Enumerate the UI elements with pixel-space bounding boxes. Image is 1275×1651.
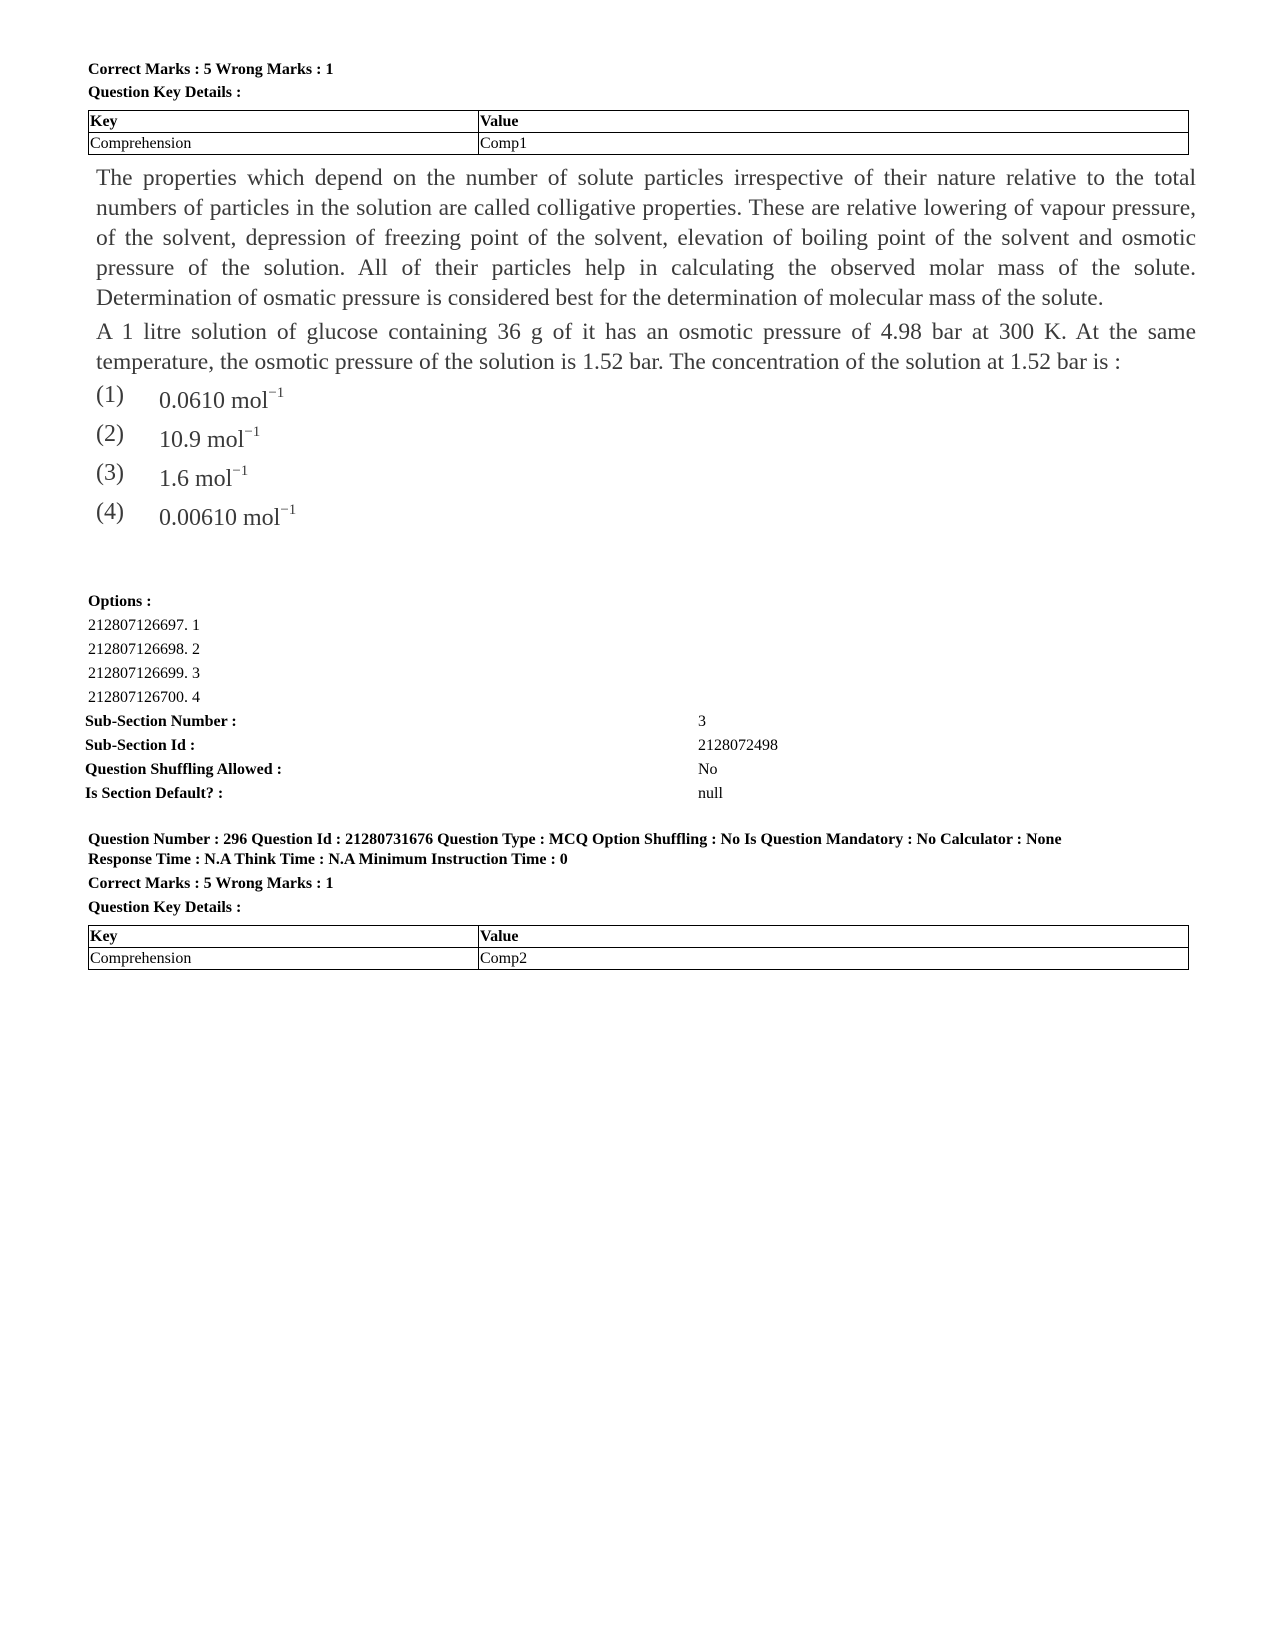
question-shuffling-value: No: [698, 761, 718, 778]
question-shuffling-label: Question Shuffling Allowed :: [85, 761, 282, 778]
section-default-label: Is Section Default? :: [85, 785, 224, 802]
choice-number: (3): [96, 460, 124, 486]
table-row: [89, 948, 1189, 970]
table-header-key: Key: [89, 111, 479, 133]
comprehension-passage: The properties which depend on the number of solute particles irrespective of their nature relative to the total numbers of particles in the solution are called colligative properties. These are relative lowering of vapour pressure, of the solvent, depression of freezing point of the solvent, elevation of boiling point of the solvent and osmotic pressure of the solution. All of their particles help in calculating the observed molar mass of the solute. Determination of osmatic pressure is considered best for the determination of molecular mass of the solute.: [96, 165, 1196, 311]
section-default-row: [85, 782, 1185, 806]
answer-choice: [96, 496, 1196, 535]
option-item: 212807126700. 4: [88, 689, 200, 706]
choice-value: 1.6 mol$^{-1}$: [159, 463, 249, 492]
table-row: [89, 133, 1189, 155]
option-item: 212807126697. 1: [88, 617, 200, 634]
question-shuffling-row: [85, 758, 1185, 782]
subsection-id-label: Sub-Section Id :: [85, 737, 196, 754]
table-header-row: [89, 111, 1189, 133]
answer-choice: [96, 457, 1196, 496]
table-cell-value: Comp1: [479, 133, 1189, 155]
answer-choice: [96, 418, 1196, 457]
question-text: A 1 litre solution of glucose containing 36 g of it has an osmotic pressure of 4.98 bar at 300 K. At the same temperature, the osmotic pressure of the solution is 1.52 bar. The concentration of the solution at 1.52 bar is :: [96, 319, 1196, 375]
q2-header-line1: Question Number : 296 Question Id : 21280731676 Question Type : MCQ Option Shuffling : No Is Question Mandatory : No Calculator : None: [88, 831, 1062, 848]
q2-header-line2: Response Time : N.A Think Time : N.A Minimum Instruction Time : 0: [88, 851, 568, 868]
table-cell-key: Comprehension: [89, 948, 479, 970]
answer-choices: [96, 379, 1196, 535]
options-label: Options :: [88, 593, 152, 610]
subsection-number-row: [85, 710, 1185, 734]
choice-number: (1): [96, 382, 124, 408]
choice-number: (2): [96, 421, 124, 447]
choice-number: (4): [96, 499, 124, 525]
q2-key-details-label: Question Key Details :: [88, 899, 242, 916]
q1-key-details-label: Question Key Details :: [88, 84, 242, 101]
choice-value: 10.9 mol$^{-1}$: [159, 424, 261, 453]
choice-value: 0.00610 mol$^{-1}$: [159, 502, 297, 531]
q1-key-table: [88, 110, 1189, 155]
table-header-key: Key: [89, 926, 479, 948]
subsection-id-row: [85, 734, 1185, 758]
answer-choice: [96, 379, 1196, 418]
section-default-value: null: [698, 785, 723, 802]
table-header-value: Value: [479, 111, 1189, 133]
subsection-id-value: 2128072498: [698, 737, 778, 754]
table-cell-key: Comprehension: [89, 133, 479, 155]
q2-marks-line: Correct Marks : 5 Wrong Marks : 1: [88, 875, 334, 892]
q2-key-table: [88, 925, 1189, 970]
table-header-value: Value: [479, 926, 1189, 948]
question-scan-image: [96, 163, 1196, 535]
table-cell-value: Comp2: [479, 948, 1189, 970]
subsection-number-label: Sub-Section Number :: [85, 713, 237, 730]
option-item: 212807126698. 2: [88, 641, 200, 658]
choice-value: 0.0610 mol$^{-1}$: [159, 385, 285, 414]
q1-marks-line: Correct Marks : 5 Wrong Marks : 1: [88, 61, 334, 78]
subsection-number-value: 3: [698, 713, 706, 730]
table-header-row: [89, 926, 1189, 948]
option-item: 212807126699. 3: [88, 665, 200, 682]
